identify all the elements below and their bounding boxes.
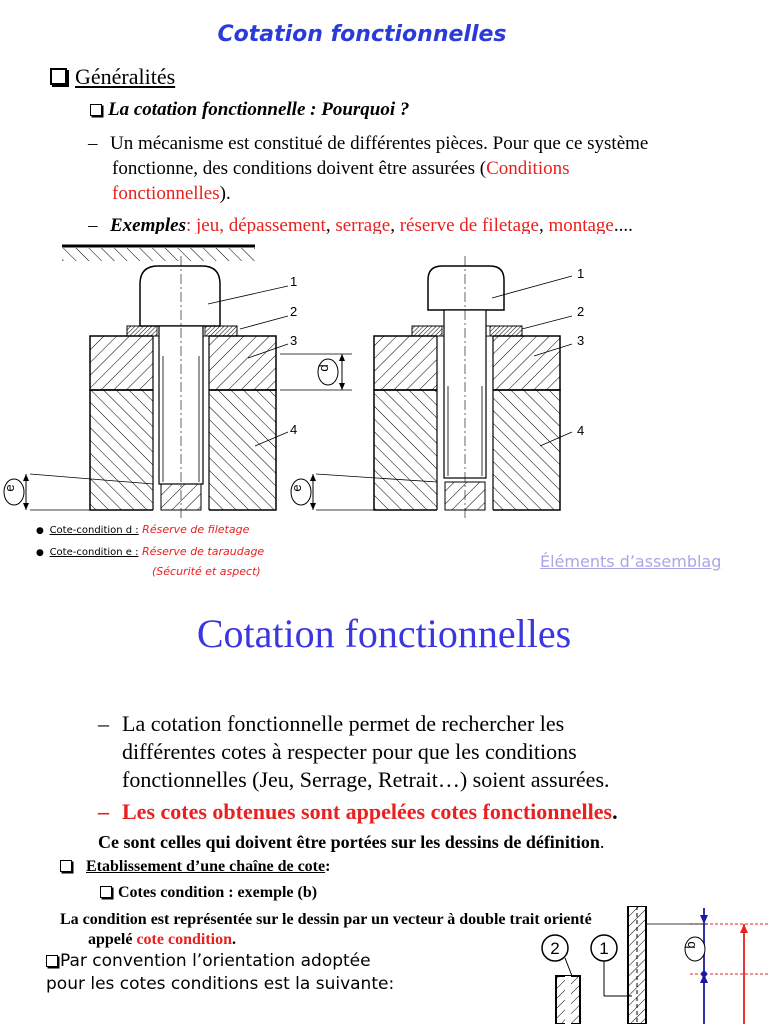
paragraph-line-3 [112, 181, 231, 206]
part-label: 4 [577, 423, 585, 438]
cotes-condition-heading [100, 884, 317, 902]
para-red-text: Conditions [486, 158, 570, 179]
legend-row-1: ● Cote-condition d : Réserve de filetage [36, 523, 250, 536]
checkbox-bullet-icon [50, 68, 67, 85]
legend-row-2: ● Cote-condition e : Réserve de taraudage [36, 545, 265, 558]
convention-text: Par convention l’orientation adoptée [60, 951, 371, 971]
convention-line2: pour les cotes conditions est la suivante: [46, 974, 395, 994]
part-label: 2 [577, 304, 585, 319]
part-label: 4 [290, 422, 298, 437]
para-red-text: fonctionnelles [112, 183, 220, 204]
part-label: 3 [577, 333, 585, 348]
checkbox-bullet-icon [100, 886, 112, 898]
checkbox-bullet-icon [60, 860, 72, 872]
exemples-line: – Exemples: jeu, dépassement, serrage, réserve de filetage, montage.... [88, 215, 633, 234]
bullet2: – Les cotes obtenues sont appelées cotes fonctionnelles. [98, 799, 618, 824]
part-label: 1 [290, 274, 298, 289]
right-assembly [291, 256, 572, 521]
para-text: fonctionne, des conditions doivent être assurées ( [112, 158, 487, 179]
etablissement-heading [60, 858, 330, 876]
part-label: 3 [290, 333, 298, 348]
bullet2-text: Les cotes obtenues sont appelées cotes fonctionnelles [122, 799, 613, 824]
dim-label: e [2, 484, 17, 492]
legend-note: (Sécurité et aspect) [152, 565, 261, 578]
legend-value: Réserve de filetage [142, 523, 250, 536]
sub-heading-text: La cotation fonctionnelle : Pourquoi ? [108, 99, 410, 120]
cote-condition-red: cote condition [136, 931, 232, 948]
period: . [599, 832, 605, 852]
checkbox-bullet-icon [90, 104, 102, 116]
cond-text: appelé [88, 931, 137, 948]
part-1-label: 1 [599, 939, 609, 958]
condition-line1: La condition est représentée sur le dessin par un vecteur à double trait orienté [60, 911, 592, 928]
legend-value: Réserve de taraudage [141, 545, 265, 558]
condition-line2 [88, 931, 236, 949]
example-item: serrage [335, 215, 391, 234]
colon: : [325, 858, 331, 875]
dim-label: d [316, 364, 331, 372]
example-item: jeu [196, 215, 220, 234]
bullet-text: La cotation fonctionnelle permet de rechercher les [122, 711, 565, 736]
period: . [232, 931, 236, 948]
definition-line [98, 832, 604, 853]
etab-label: Etablissement d’une chaîne de cote [86, 858, 326, 875]
paragraph-line-2 [112, 156, 570, 181]
legend-label: Cote-condition e : [49, 547, 139, 558]
example-item: montage [548, 215, 614, 234]
sub-heading [90, 97, 409, 122]
slide2-title: Cotation fonctionnelles [196, 611, 572, 656]
bullet1-line1: – La cotation fonctionnelle permet de rechercher les [98, 711, 565, 736]
convention-line1 [46, 951, 371, 971]
generalites-heading [50, 64, 175, 90]
example-item: réserve de filetage [399, 215, 539, 234]
part-label: 1 [577, 266, 585, 281]
bullet1-line2: différentes cotes à respecter pour que les conditions [122, 739, 577, 764]
legend-label: Cote-condition d : [49, 525, 139, 536]
period: . [612, 799, 618, 824]
checkbox-bullet-icon [46, 955, 58, 967]
sep: : [186, 215, 197, 234]
definition-text: Ce sont celles qui doivent être portées sur les dessins de définition [98, 832, 600, 852]
ellipsis: .... [613, 215, 633, 234]
example-item: dépassement [228, 215, 326, 234]
cote-b-label: b [683, 941, 698, 949]
cotes-condition-text: Cotes condition : exemple (b) [118, 884, 318, 901]
part-2-label: 2 [550, 939, 560, 958]
slide1-title: Cotation fonctionnelles [217, 22, 507, 47]
part-label: 2 [290, 304, 298, 319]
para-text: Un mécanisme est constitué de différentes pièces. Pour que ce système [110, 133, 649, 154]
ground-hatch [62, 246, 255, 261]
assembly-drawing [0, 236, 640, 522]
dim-label: e [289, 484, 304, 492]
cote-condition-drawing [520, 906, 768, 1024]
generalites-label: Généralités [75, 64, 176, 89]
paragraph-line-1: – Un mécanisme est constitué de différentes pièces. Pour que ce système [88, 133, 649, 154]
para-text: ). [219, 183, 231, 204]
exemples-label: Exemples [110, 215, 186, 234]
bullet1-line3: fonctionnelles (Jeu, Serrage, Retrait…) soient assurées. [122, 767, 610, 792]
link-elements-assemblage[interactable]: Éléments d’assemblag [540, 552, 722, 571]
